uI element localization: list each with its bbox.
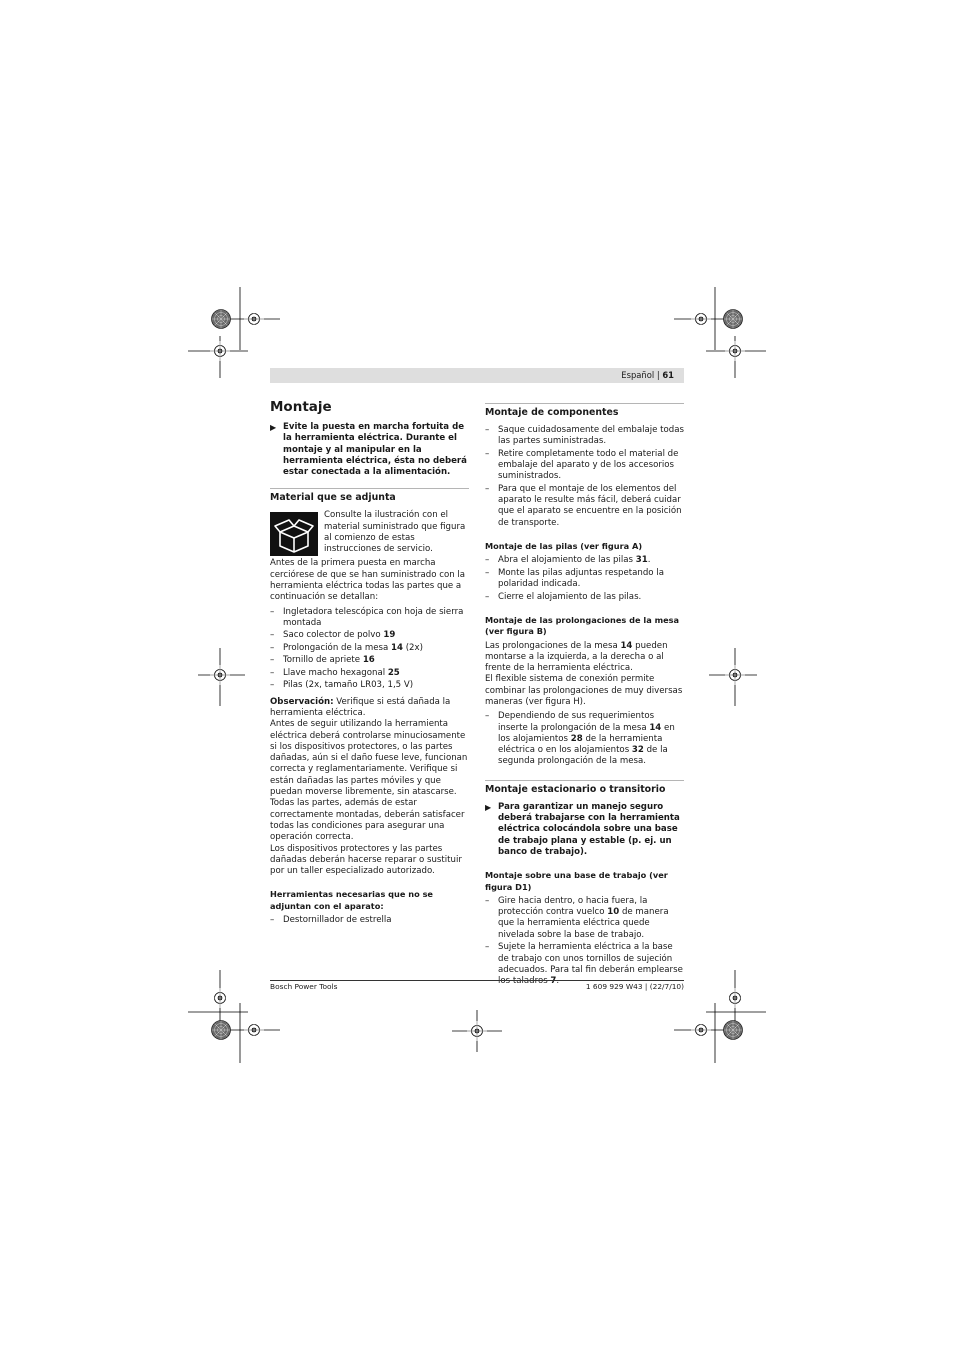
material-picture-text: Consulte la ilustración con el material suministrado que figura al comienzo de estas instrucciones de servicio. xyxy=(324,510,466,555)
list-item: – Monte las pilas adjuntas respetando la polaridad indicada. xyxy=(485,567,664,590)
tools-list xyxy=(270,915,469,926)
list-item: – Sujete la herramienta eléctrica a la base de trabajo con unos tornillos de sujeción adecuados. Para tal fin deberán emplearse los taladros 7. xyxy=(485,942,683,987)
batteries-list xyxy=(485,555,684,603)
section-heading-stationary: Montaje estacionario o transitorio xyxy=(485,780,684,796)
list-item: – Abra el alojamiento de las pilas 31. xyxy=(485,555,651,566)
footer-brand: Bosch Power Tools xyxy=(270,982,338,991)
section-heading-material: Material que se adjunta xyxy=(270,488,469,504)
page-header-bar xyxy=(270,368,684,383)
list-item: – Tornillo de apriete 16 xyxy=(270,655,375,666)
workbench-list xyxy=(485,896,684,988)
footer-doc-number: 1 609 929 W43 | (22/7/10) xyxy=(585,982,684,991)
material-picture-block xyxy=(270,510,469,556)
right-column xyxy=(485,398,684,990)
table-extensions-heading: Montaje de las prolongaciones de la mesa (ver figura B) xyxy=(485,614,680,637)
list-item: – Dependiendo de sus requerimientos inserte la prolongación de la mesa 14 en los alojamientos 28 de la herramienta eléctrica o en los alojamientos 32 de la segunda prolongación de la mesa. xyxy=(485,711,675,767)
left-column xyxy=(270,398,469,929)
list-item: – Saco colector de polvo 19 xyxy=(270,630,396,641)
batteries-heading: Montaje de las pilas (ver figura A) xyxy=(485,541,643,552)
packaging-box-icon xyxy=(270,512,318,556)
list-item: – Retire completamente todo el material de embalaje del aparato y de los accesorios suministrados. xyxy=(485,448,679,482)
components-list xyxy=(485,425,684,529)
observation-paragraph: Observación: Verifique si está dañada la herramienta eléctrica. xyxy=(270,696,451,718)
material-intro: Antes de la primera puesta en marcha cerciórese de que se han suministrado con la herramienta eléctrica todas las partes que a continuación se detallan: xyxy=(270,558,466,603)
repair-paragraph: Los dispositivos protectores y las partes dañadas deberán hacerse reparar o sustituir por un taller especializado autorizado. xyxy=(270,843,462,877)
connection-system-paragraph: El flexible sistema de conexión permite combinar las prolongaciones de muy diversas maneras (ver figura H). xyxy=(485,674,683,707)
list-item: – Gire hacia dentro, o hacia fuera, la protección contra vuelco 10 de manera que la herramienta eléctrica quede nivelada sobre la base de trabajo. xyxy=(485,895,669,940)
list-item: – Llave macho hexagonal 25 xyxy=(270,667,400,678)
warning-arrow-icon: ▶ xyxy=(270,423,277,432)
page-title: Montaje xyxy=(270,399,332,415)
warning-notice-stationary: ▶ Para garantizar un manejo seguro deberá trabajarse con la herramienta eléctrica colocándola sobre una base de trabajo plana y estable (p. ej. un banco de trabajo). xyxy=(485,801,680,857)
extensions-list xyxy=(485,711,684,767)
page-number: 61 xyxy=(662,370,674,380)
tools-heading: Herramientas necesarias que no se adjuntan con el aparato: xyxy=(270,889,433,911)
warning-notice: ▶ Evite la puesta en marcha fortuita de la herramienta eléctrica. Durante el montaje y al manipular en la herramienta eléctrica, ésta no deberá estar conectada a la alimentación. xyxy=(270,422,467,478)
workbench-heading: Montaje sobre una base de trabajo (ver figura D1) xyxy=(485,870,668,892)
list-item: – Destornillador de estrella xyxy=(270,915,392,926)
section-heading-components: Montaje de componentes xyxy=(485,403,684,419)
list-item: – Ingletadora telescópica con hoja de sierra montada xyxy=(270,606,464,628)
list-item: – Saque cuidadosamente del embalaje todas las partes suministradas. xyxy=(485,425,684,447)
list-item: – Prolongación de la mesa 14 (2x) xyxy=(270,642,423,653)
footer-rule xyxy=(270,980,684,981)
list-item: – Pilas (2x, tamaño LR03, 1,5 V) xyxy=(270,680,414,691)
list-item: – Para que el montaje de los elementos del aparato le resulte más fácil, deberá cuidar que el aparato se encuentre en la posición de transporte. xyxy=(485,483,682,528)
list-item: – Cierre el alojamiento de las pilas. xyxy=(485,591,642,602)
page-header-language: Español | 61 xyxy=(621,370,674,380)
warning-arrow-icon: ▶ xyxy=(485,802,492,812)
extensions-paragraph: Las prolongaciones de la mesa 14 pueden montarse a la izquierda, a la derecha o al frente de la herramienta eléctrica. xyxy=(485,640,668,674)
inspection-paragraph: Antes de seguir utilizando la herramienta eléctrica deberá controlarse minuciosamente si los dispositivos protectores, o las partes dañadas, aún si el daño fuese leve, funcionan correcta y reglamentariamente. Verifique si están dañadas las partes móviles y que puedan moverse libremente, sin atascarse. Todas las partes, además de estar correctamente montadas, deberán satisfacer todas las condiciones para asegurar una operación correcta. xyxy=(270,719,468,843)
supplied-items-list xyxy=(270,607,469,692)
